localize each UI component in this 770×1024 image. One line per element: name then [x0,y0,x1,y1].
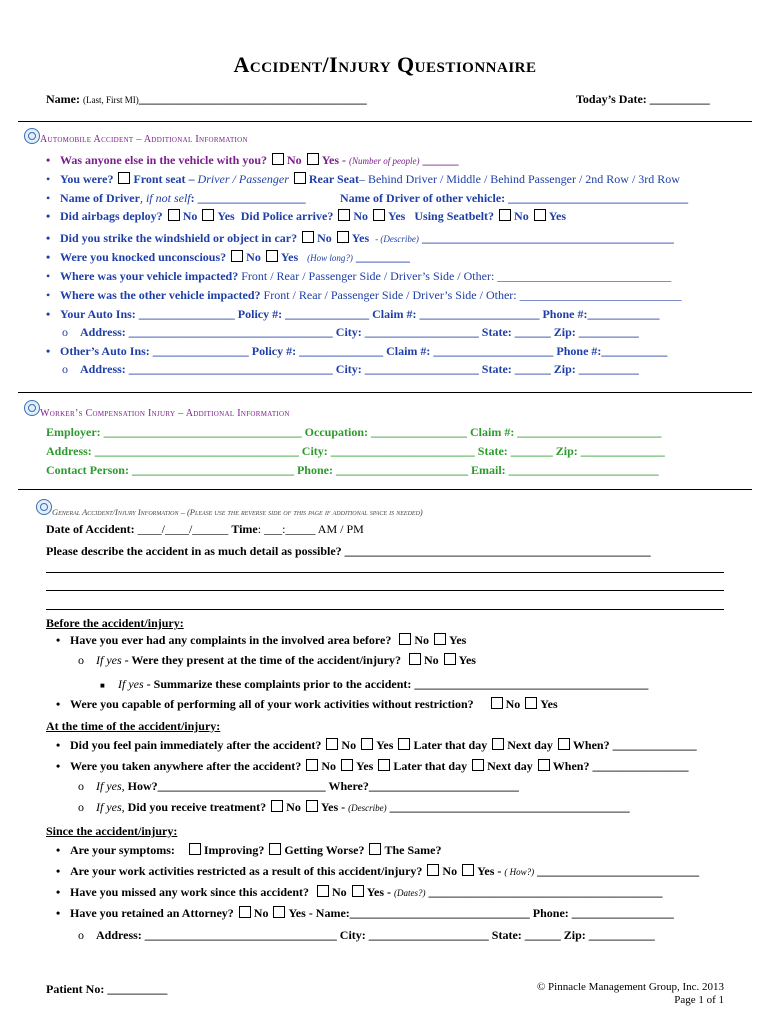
work-row-employer[interactable]: Employer: _________________________________ Occupation: ________________ Claim #: ________________________ [46,425,662,439]
answer-line[interactable] [46,609,724,610]
name-field[interactable]: ______________________________________ [138,92,367,106]
checkbox[interactable] [338,209,350,221]
checkbox[interactable] [294,172,306,184]
checkbox[interactable] [202,209,214,221]
divider [18,392,752,393]
checkbox[interactable] [271,800,283,812]
checkbox[interactable] [337,231,349,243]
time-header: At the time of the accident/injury: [46,719,221,733]
since-q4: • Have you retained an Attorney? No Yes - Name:______________________________ Phone: _________________ [56,906,674,920]
checkbox[interactable] [534,209,546,221]
general-section-header: General Accident/Injury Information – (Please use the reverse side of this page if additional space is needed) [52,507,423,517]
checkbox[interactable] [239,906,251,918]
checkbox[interactable] [373,209,385,221]
before-q2: o If yes - Were they present at the time of the accident/injury? No Yes [78,653,476,667]
checkbox[interactable] [399,633,411,645]
checkbox[interactable] [302,231,314,243]
checkbox[interactable] [398,738,410,750]
time-q2: • Were you taken anywhere after the accident? No Yes Later that day Next day When? ________________ [56,759,689,773]
answer-line[interactable] [46,572,724,573]
auto-q6: • Were you knocked unconscious? No Yes (How long?) _________ [46,250,410,264]
checkbox[interactable] [427,864,439,876]
checkbox[interactable] [118,172,130,184]
auto-q9-address[interactable]: o Address: __________________________________ City: ___________________ State: ______ Zip: __________ [62,325,639,339]
auto-q2: • You were? Front seat – Driver / Passenger Rear Seat– Behind Driver / Middle / Behind Passenger / 2nd Row / 3rd Row [46,172,680,186]
auto-q9[interactable]: • Your Auto Ins: ________________ Policy #: ______________ Claim #: ____________________ Phone #:____________ [46,307,660,321]
checkbox[interactable] [231,250,243,262]
checkbox[interactable] [306,800,318,812]
auto-q3b[interactable]: Name of Driver of other vehicle: ______________________________ [340,191,689,205]
checkbox[interactable] [409,653,421,665]
since-q5[interactable]: o Address: ________________________________ City: ____________________ State: ______ Zip: ___________ [78,928,655,942]
auto-section-header: Automobile Accident – Additional Information [40,134,248,145]
since-q2: • Are your work activities restricted as a result of this accident/injury? No Yes - ( How?) ___________________________ [56,864,700,878]
checkbox[interactable] [525,697,537,709]
since-q3: • Have you missed any work since this accident? No Yes - (Dates?) _______________________________________ [56,885,663,899]
checkbox[interactable] [341,759,353,771]
checkbox[interactable] [266,250,278,262]
info-icon [36,499,52,515]
divider [18,489,752,490]
checkbox[interactable] [317,885,329,897]
auto-q8: • Where was the other vehicle impacted? Front / Rear / Passenger Side / Driver’s Side / Other: ___________________________ [46,288,682,302]
auto-q7: • Where was your vehicle impacted? Front / Rear / Passenger Side / Driver’s Side / Other: _____________________________ [46,269,672,283]
checkbox[interactable] [472,759,484,771]
page-number: Page 1 of 1 [674,994,724,1006]
checkbox[interactable] [378,759,390,771]
info-icon [24,400,40,416]
checkbox[interactable] [361,738,373,750]
work-row-contact[interactable]: Contact Person: ___________________________ Phone: ______________________ Email: _________________________ [46,463,659,477]
before-q1: • Have you ever had any complaints in the involved area before? No Yes [56,633,467,647]
describe-row[interactable]: Please describe the accident in as much detail as possible? ___________________________________________________ [46,544,651,558]
checkbox[interactable] [462,864,474,876]
before-header: Before the accident/injury: [46,616,184,630]
work-section-header: Worker’s Compensation Injury – Additional Information [40,408,290,419]
checkbox[interactable] [491,697,503,709]
name-row [46,92,367,107]
auto-q4: • Did airbags deploy? No Yes Did Police arrive? No Yes Using Seatbelt? No Yes [46,209,567,223]
checkbox[interactable] [492,738,504,750]
patient-number-field[interactable]: Patient No: __________ [46,982,168,996]
checkbox[interactable] [444,653,456,665]
checkbox[interactable] [168,209,180,221]
checkbox[interactable] [434,633,446,645]
time-q4: o If yes, Did you receive treatment? No Yes - (Describe) ________________________________________ [78,800,630,814]
checkbox[interactable] [306,759,318,771]
checkbox[interactable] [189,843,201,855]
auto-q10[interactable]: • Other’s Auto Ins: ________________ Policy #: ______________ Claim #: ____________________ Phone #:___________ [46,344,668,358]
work-row-address[interactable]: Address: __________________________________ City: ________________________ State: _______ Zip: ______________ [46,444,665,458]
time-q3[interactable]: o If yes, How?____________________________ Where?_________________________ [78,779,519,793]
checkbox[interactable] [269,843,281,855]
checkbox[interactable] [326,738,338,750]
todays-date-field[interactable]: Today’s Date: __________ [576,92,710,106]
before-q3[interactable]: ■ If yes - Summarize these complaints prior to the accident: _______________________________________ [100,677,649,691]
name-label: Name: [46,92,80,106]
auto-q5: • Did you strike the windshield or object in car? No Yes - (Describe) __________________________________________ [46,231,674,245]
copyright: © Pinnacle Management Group, Inc. 2013 [536,981,724,993]
time-q1: • Did you feel pain immediately after the accident? No Yes Later that day Next day When? ______________ [56,738,697,752]
since-q1: • Are your symptoms: Improving? Getting Worse? The Same? [56,843,442,857]
checkbox[interactable] [499,209,511,221]
auto-q1: • Was anyone else in the vehicle with you? No Yes - (Number of people) ______ [46,153,459,167]
name-hint: (Last, First MI) [82,95,139,105]
before-q4: • Were you capable of performing all of your work activities without restriction? No Yes [56,697,558,711]
auto-q10-address[interactable]: o Address: __________________________________ City: ___________________ State: ______ Zip: __________ [62,362,639,376]
checkbox[interactable] [538,759,550,771]
info-icon [24,128,40,144]
checkbox[interactable] [273,906,285,918]
checkbox[interactable] [272,153,284,165]
checkbox[interactable] [558,738,570,750]
checkbox[interactable] [352,885,364,897]
accident-date-row[interactable]: Date of Accident: ____/____/______ Time: ___:_____ AM / PM [46,522,364,536]
auto-q3: • Name of Driver, if not self: __________________ [46,191,306,205]
answer-line[interactable] [46,590,724,591]
divider [18,121,752,122]
since-header: Since the accident/injury: [46,824,178,838]
page-title: Accident/Injury Questionnaire [233,52,537,77]
checkbox[interactable] [369,843,381,855]
checkbox[interactable] [307,153,319,165]
